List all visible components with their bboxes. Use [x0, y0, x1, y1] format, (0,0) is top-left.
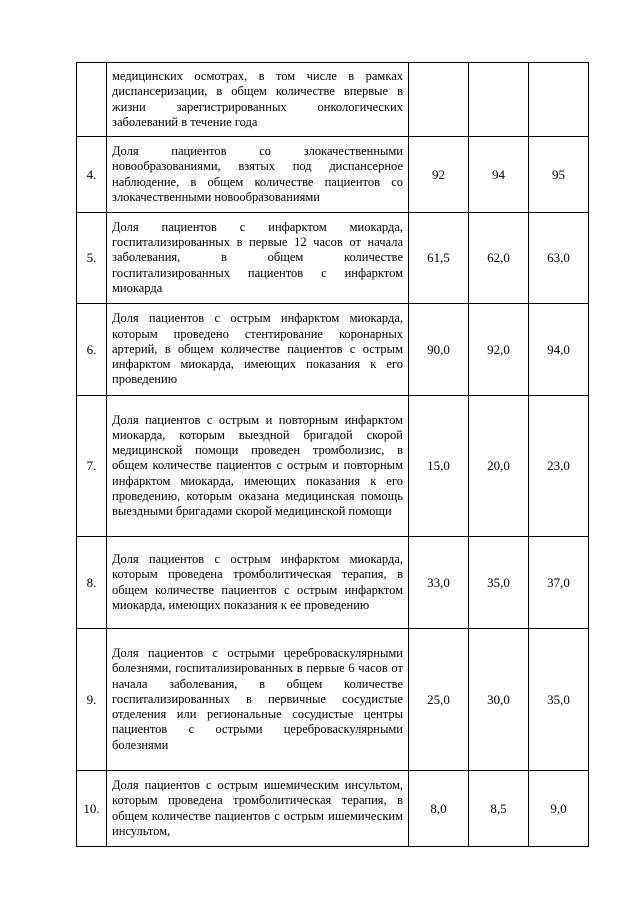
row-number: 6.	[77, 304, 107, 396]
row-value-2: 30,0	[469, 629, 529, 771]
table-row	[77, 63, 589, 137]
row-description: Доля пациентов с острым инфарктом миокарда, которым проведено стентирование коронарных артерий, в общем количестве пациентов с острым инфарктом миокарда, имеющих показания к его проведению	[107, 304, 409, 396]
row-value-3: 37,0	[529, 537, 589, 629]
row-value-1: 8,0	[409, 771, 469, 847]
table-row	[77, 396, 589, 537]
row-description: Доля пациентов с острым и повторным инфарктом миокарда, которым выездной бригадой скорой медицинской помощи проведен тромболизис, в общем количестве пациентов с острым и повторным инфарктом миокарда, имеющих показания к его проведению, которым оказана медицинская помощь выездными бригадами скорой медицинской помощи	[107, 396, 409, 537]
row-number: 7.	[77, 396, 107, 537]
row-value-1: 15,0	[409, 396, 469, 537]
row-value-1	[409, 63, 469, 137]
row-value-1: 61,5	[409, 213, 469, 304]
row-description: медицинских осмотрах, в том числе в рамках диспансеризации, в общем количестве впервые в жизни зарегистрированных онкологических заболеваний в течение года	[107, 63, 409, 137]
row-value-3: 95	[529, 137, 589, 213]
row-value-2	[469, 63, 529, 137]
row-number: 4.	[77, 137, 107, 213]
row-value-2: 8,5	[469, 771, 529, 847]
table-row	[77, 304, 589, 396]
row-value-3: 94,0	[529, 304, 589, 396]
row-number: 9.	[77, 629, 107, 771]
table-row	[77, 137, 589, 213]
row-value-2: 35,0	[469, 537, 529, 629]
row-value-1: 33,0	[409, 537, 469, 629]
table-row	[77, 629, 589, 771]
row-value-3: 23,0	[529, 396, 589, 537]
table-row	[77, 213, 589, 304]
row-value-2: 20,0	[469, 396, 529, 537]
row-description: Доля пациентов с инфарктом миокарда, госпитализированных в первые 12 часов от начала заболевания, в общем количестве госпитализированных пациентов с инфарктом миокарда	[107, 213, 409, 304]
row-description: Доля пациентов с острым инфарктом миокарда, которым проведена тромболитическая терапия, в общем количестве пациентов с острым инфарктом миокарда, имеющих показания к ее проведению	[107, 537, 409, 629]
indicators-table	[76, 62, 589, 847]
row-number: 10.	[77, 771, 107, 847]
row-value-3: 9,0	[529, 771, 589, 847]
row-description: Доля пациентов со злокачественными новообразованиями, взятых под диспансерное наблюдение, в общем количестве пациентов со злокачественными новообразованиями	[107, 137, 409, 213]
row-description: Доля пациентов с острым ишемическим инсультом, которым проведена тромболитическая терапия, в общем количестве пациентов с острым ишемическим инсультом,	[107, 771, 409, 847]
row-value-2: 94	[469, 137, 529, 213]
row-number: 8.	[77, 537, 107, 629]
row-value-1: 25,0	[409, 629, 469, 771]
row-value-1: 90,0	[409, 304, 469, 396]
row-value-1: 92	[409, 137, 469, 213]
row-value-2: 92,0	[469, 304, 529, 396]
row-description: Доля пациентов с острыми цереброваскулярными болезнями, госпитализированных в первые 6 часов от начала заболевания, в общем количестве госпитализированных в первичные сосудистые отделения или региональные сосудистые центры пациентов с острыми цереброваскулярными болезнями	[107, 629, 409, 771]
row-value-3: 63,0	[529, 213, 589, 304]
table-row	[77, 771, 589, 847]
table-row	[77, 537, 589, 629]
row-value-2: 62,0	[469, 213, 529, 304]
row-value-3: 35,0	[529, 629, 589, 771]
row-value-3	[529, 63, 589, 137]
row-number: 5.	[77, 213, 107, 304]
row-number	[77, 63, 107, 137]
